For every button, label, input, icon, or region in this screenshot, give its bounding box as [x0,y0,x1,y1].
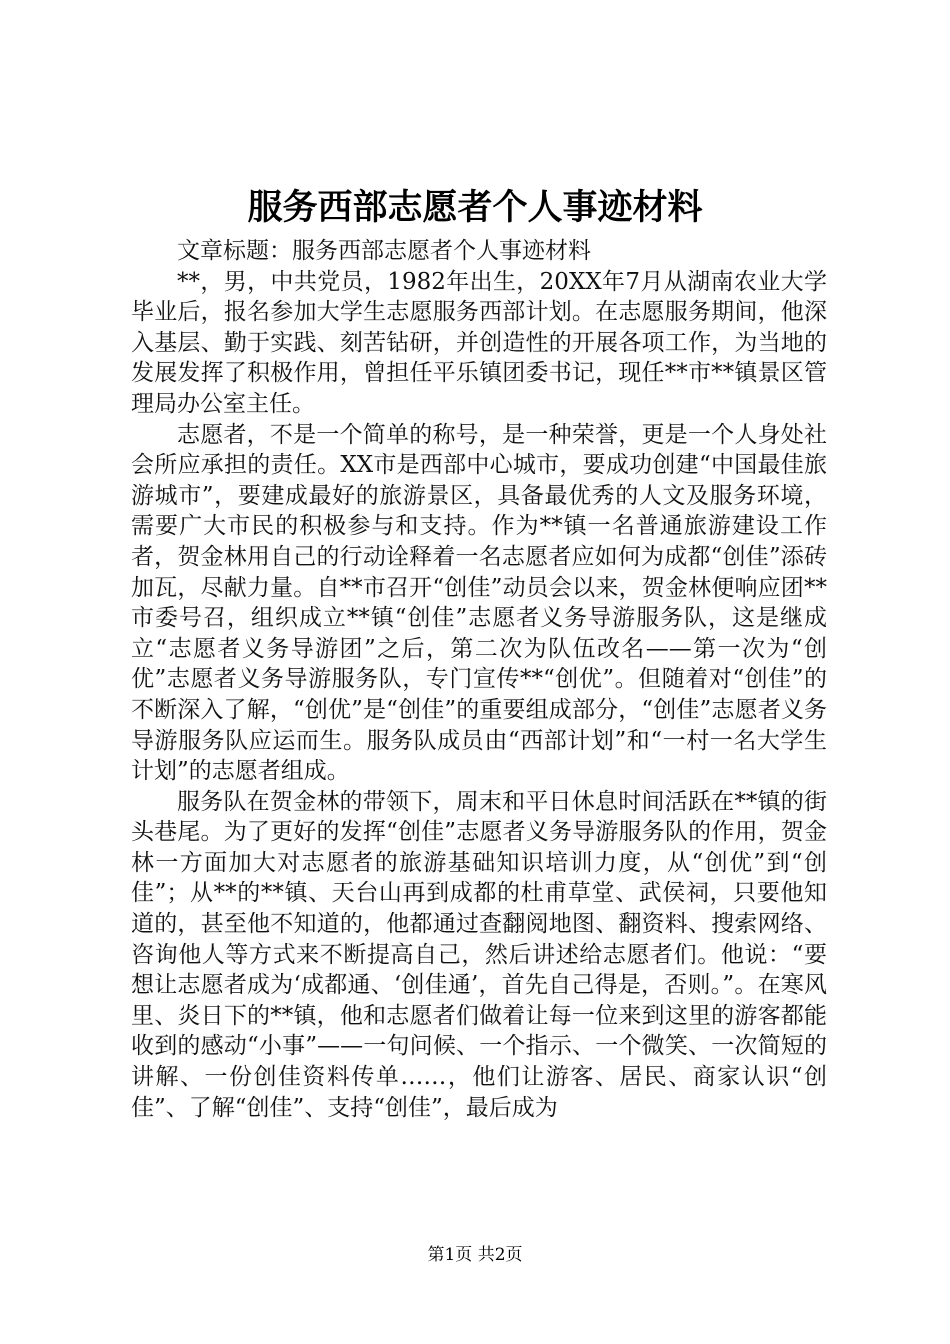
document-title: 服务西部志愿者个人事迹材料 [247,187,703,228]
paragraph-volunteer-responsibility: 志愿者，不是一个简单的称号，是一种荣誉，更是一个人身处社会所应承担的责任。XX市是西部中心城市，要成功创建“中国最佳旅游城市”，要建成最好的旅游景区，具备最优秀的人文及服务环境，需要广大市民的积极参与和支持。作为**镇一名普通旅游建设工作者，贺金林用自己的行动诠释着一名志愿者应如何为成都“创佳”添砖加瓦，尽献力量。自**市召开“创佳”动员会以来，贺金林便响应团**市委号召，组织成立**镇“创佳”志愿者义务导游服务队，这是继成立“志愿者义务导游团”之后，第二次为队伍改名——第一次为“创优”志愿者义务导游服务队，专门宣传**“创优”。但随着对“创佳”的不断深入了解，“创优”是“创佳”的重要组成部分，“创佳”志愿者义务导游服务队应运而生。服务队成员由“西部计划”和“一村一名大学生计划”的志愿者组成。 [131,421,827,785]
page-number-footer: 第1页 共2页 [427,1245,523,1265]
paragraph-service-team: 服务队在贺金林的带领下，周末和平日休息时间活跃在**镇的街头巷尾。为了更好的发挥“创佳”志愿者义务导游服务队的作用，贺金林一方面加大对志愿者的旅游基础知识培训力度，从“创优”到“创佳”；从**的**镇、天台山再到成都的杜甫草堂、武侯祠，只要他知道的，甚至他不知道的，他都通过查翻阅地图、翻资料、搜索网络、咨询他人等方式来不断提高自己，然后讲述给志愿者们。他说：“要想让志愿者成为‘成都通、‘创佳通’，首先自己得是，否则。”。在寒风里、炎日下的**镇，他和志愿者们做着让每一位来到这里的游客都能收到的感动“小事”——一句问候、一个指示、一个微笑、一次简短的讲解、一份创佳资料传单……，他们让游客、居民、商家认识“创佳”、了解“创佳”、支持“创佳”，最后成为 [131,788,827,1121]
paragraph-intro: **，男，中共党员，1982年出生，20XX年7月从湖南农业大学毕业后，报名参加大学生志愿服务西部计划。在志愿服务期间，他深入基层、勤于实践、刻苦钻研，并创造性的开展各项工作，为当地的发展发挥了积极作用，曾担任平乐镇团委书记，现任**市**镇景区管理局办公室主任。 [131,268,827,417]
document-body [131,236,827,1123]
article-title-line: 文章标题：服务西部志愿者个人事迹材料 [177,238,591,264]
